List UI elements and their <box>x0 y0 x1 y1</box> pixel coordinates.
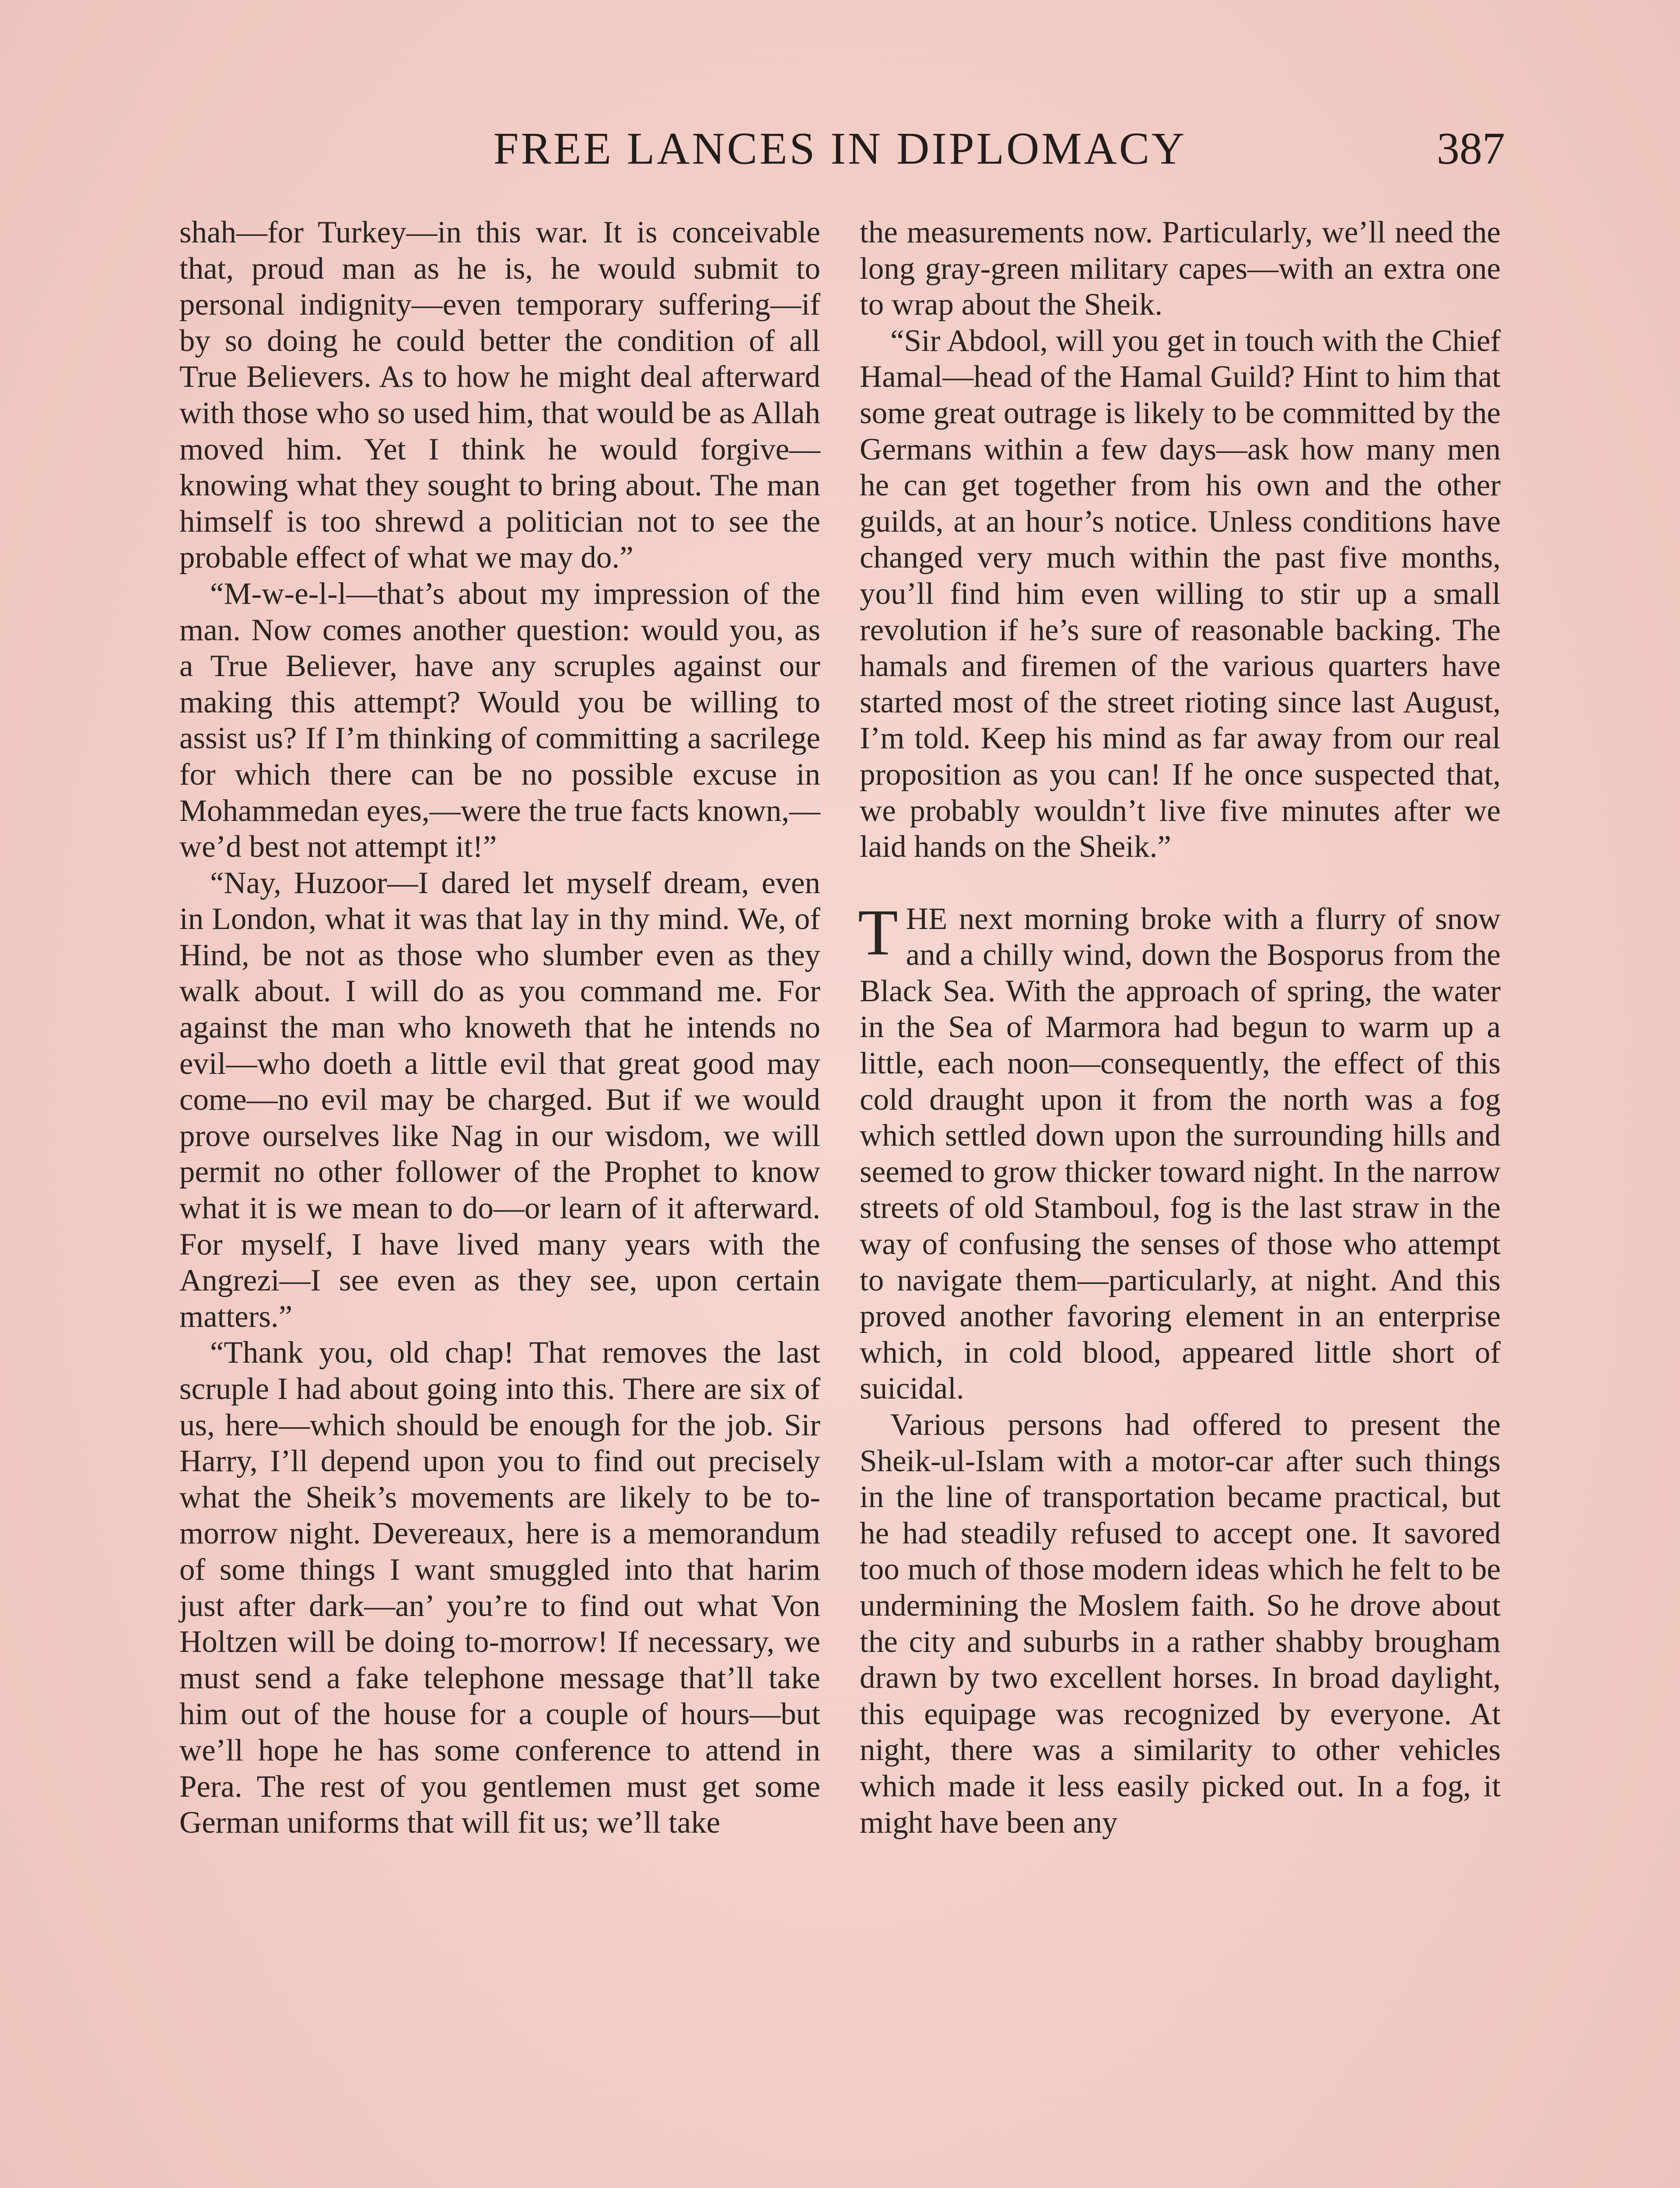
paragraph: “Nay, Huzoor—I dared let myself dream, even in London, what it was that lay in thy mind. We, of Hind, be not as those who slumber even as they walk about. I will do as you command me. For against the man who knoweth that he intends no evil—who doeth a little evil that great good may come—no evil may be charged. But if we would prove ourselves like Nag in our wisdom, we will permit no other follower of the Prophet to know what it is we mean to do—or learn of it afterward. For myself, I have lived many years with the Angrezi—I see even as they see, upon certain matters.” <box>179 866 820 1334</box>
paragraph-text: HE next morning broke with a flurry of snow and a chilly wind, down the Bosporus from the Black Sea. With the approach of spring, the water in the Sea of Marmora had begun to warm up a little, each noon—consequently, the effect of this cold draught upon it from the north was a fog which settled down upon the surrounding hills and seemed to grow thicker toward night. In the narrow streets of old Stamboul, fog is the last straw in the way of confusing the senses of those who attempt to navigate them—particularly, at night. And this proved another favoring element in an enterprise which, in cold blood, appeared little short of suicidal. <box>860 901 1501 1406</box>
paragraph: the measurements now. Particularly, we’ll need the long gray-green military capes—with an extra one to wrap about the Sheik. <box>860 215 1501 322</box>
page-number: 387 <box>1437 123 1505 174</box>
section-break <box>860 865 1501 901</box>
paragraph: “Thank you, old chap! That removes the last scruple I had about going into this. There are six of us, here—which should be enough for the job. Sir Harry, I’ll depend upon you to find out precisely what the Sheik’s movements are likely to be to-morrow night. Devereaux, here is a memorandum of some things I want smuggled into that harim just after dark—an’ you’re to find out what Von Holtzen will be doing to-morrow! If necessary, we must send a fake telephone message that’ll take him out of the house for a couple of hours—but we’ll hope he has some conference to attend in Pera. The rest of you gentlemen must get some German uniforms that will fit us; we’ll take <box>179 1336 820 1840</box>
paragraph: “Sir Abdool, will you get in touch with the Chief Hamal—head of the Hamal Guild? Hint to him that some great outrage is likely to be committed by the Germans within a few days—ask how many men he can get together from his own and the other guilds, at an hour’s notice. Unless conditions have changed very much within the past five months, you’ll find him even willing to stir up a small revolution if he’s sure of reasonable backing. The hamals and firemen of the various quarters have started most of the street rioting since last August, I’m told. Keep his mind as far away from our real proposition as you can! If he once suspected that, we probably wouldn’t live five minutes after we laid hands on the Sheik.” <box>860 323 1501 864</box>
right-column <box>860 214 1501 1841</box>
drop-cap: T <box>858 896 898 969</box>
page-header <box>175 118 1505 179</box>
paragraph: “M-w-e-l-l—that’s about my impression of the man. Now comes another question: would you, as a True Believer, have any scruples against our making this attempt? Would you be willing to assist us? If I’m thinking of committing a sacrilege for which there can be no possible excuse in Mohammedan eyes,—were the true facts known,—we’d best not attempt it!” <box>179 576 820 864</box>
section-opening-paragraph <box>858 896 1501 1407</box>
left-column <box>179 214 820 1841</box>
paragraph: Various persons had offered to present the Sheik-ul-Islam with a motor-car after such things in the line of transportation became practical, but he had steadily refused to accept one. It savored too much of those modern ideas which he felt to be undermining the Moslem faith. So he drove about the city and suburbs in a rather shabby brougham drawn by two excellent horses. In broad daylight, this equipage was recognized by everyone. At night, there was a similarity to other vehicles which made it less easily picked out. In a fog, it might have been any <box>860 1408 1501 1840</box>
running-title: FREE LANCES IN DIPLOMACY <box>493 123 1187 174</box>
paragraph: shah—for Turkey—in this war. It is conceivable that, proud man as he is, he would submit to personal indignity—even temporary suffering—if by so doing he could better the condition of all True Believers. As to how he might deal afterward with those who so used him, that would be as Allah moved him. Yet I think he would forgive—knowing what they sought to bring about. The man himself is too shrewd a politician not to see the probable effect of what we may do.” <box>179 215 820 575</box>
